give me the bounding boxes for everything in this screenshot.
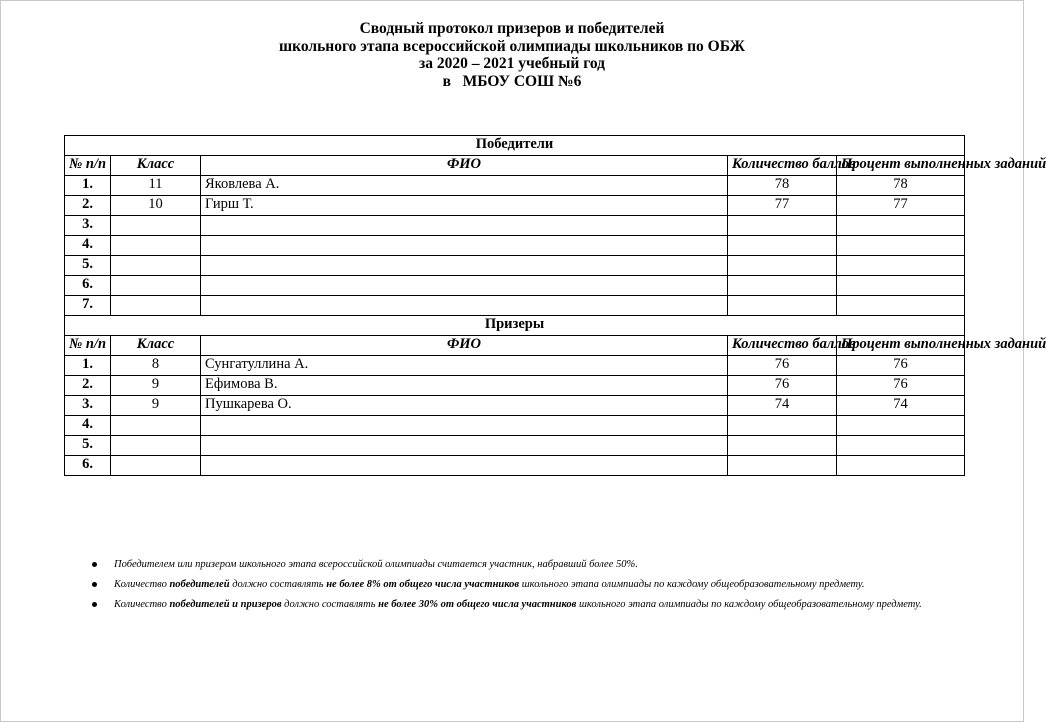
row-fio	[201, 216, 728, 236]
row-number: 6.	[65, 276, 111, 296]
prizewinner-row	[65, 436, 965, 456]
row-points	[728, 416, 837, 436]
note-3-text-d: не более 30% от общего числа участников	[378, 599, 577, 610]
bullet-icon	[92, 602, 97, 607]
note-2-text-d: не более 8% от общего числа участников	[326, 579, 520, 590]
header-class: Класс	[111, 336, 201, 356]
winner-row	[65, 256, 965, 276]
title-line-3: за 2020 – 2021 учебный год	[419, 55, 605, 72]
row-percent: 74	[837, 396, 965, 416]
header-percent: Процент выполненных заданий	[837, 156, 965, 176]
winner-row	[65, 276, 965, 296]
header-percent: Процент выполненных заданий	[837, 336, 965, 356]
prizewinners-section	[65, 316, 1046, 476]
row-points	[728, 236, 837, 256]
bullet-icon	[92, 582, 97, 587]
row-points	[728, 216, 837, 236]
header-num: № п/п	[65, 336, 111, 356]
row-class: 9	[111, 396, 201, 416]
winner-row	[65, 196, 965, 216]
row-number: 5.	[65, 256, 111, 276]
bullet-icon	[92, 562, 97, 567]
row-number: 2.	[65, 196, 111, 216]
note-3-text-e: школьного этапа олимпиады по каждому общеобразовательному предмету.	[576, 599, 922, 610]
row-number: 4.	[65, 416, 111, 436]
note-2-text-a: Количество	[114, 579, 170, 590]
header-points: Количество баллов	[728, 336, 837, 356]
title-line-4: в МБОУ СОШ №6	[442, 72, 582, 90]
row-class	[111, 276, 201, 296]
row-number: 7.	[65, 296, 111, 316]
header-class: Класс	[111, 156, 201, 176]
row-number: 1.	[65, 176, 111, 196]
header-num: № п/п	[65, 156, 111, 176]
row-percent	[837, 296, 965, 316]
note-2-text-c: должно составлять	[229, 579, 327, 590]
note-2-text-e: школьного этапа олимпиады по каждому общеобразовательному предмету.	[519, 579, 865, 590]
row-percent	[837, 416, 965, 436]
title-line-1: Сводный протокол призеров и победителей	[359, 20, 665, 37]
row-fio: Гирш Т.	[201, 196, 728, 216]
row-number: 3.	[65, 216, 111, 236]
note-3-text-b: победителей и призеров	[169, 599, 282, 610]
row-class	[111, 236, 201, 256]
row-fio	[201, 276, 728, 296]
row-number: 2.	[65, 376, 111, 396]
row-class	[111, 256, 201, 276]
row-class: 8	[111, 356, 201, 376]
row-class: 9	[111, 376, 201, 396]
note-item	[92, 596, 952, 613]
row-class	[111, 456, 201, 476]
row-class: 10	[111, 196, 201, 216]
row-fio	[201, 236, 728, 256]
winners-section	[65, 136, 1046, 316]
row-percent	[837, 236, 965, 256]
row-fio: Яковлева А.	[201, 176, 728, 196]
row-number: 4.	[65, 236, 111, 256]
title-line-2: школьного этапа всероссийской олимпиады школьников по ОБЖ	[279, 37, 745, 55]
row-percent	[837, 276, 965, 296]
header-fio: ФИО	[201, 336, 728, 356]
row-class	[111, 416, 201, 436]
document-title	[0, 20, 1024, 90]
row-fio	[201, 256, 728, 276]
note-2-text-b: победителей	[169, 579, 230, 590]
header-fio: ФИО	[201, 156, 728, 176]
row-fio	[201, 416, 728, 436]
note-3-text-c: должно составлять	[281, 599, 379, 610]
row-percent	[837, 456, 965, 476]
note-item	[92, 556, 952, 573]
row-points: 78	[728, 176, 837, 196]
protocol-table	[64, 135, 1046, 476]
winners-title-row	[65, 136, 965, 156]
prizewinners-title: Призеры	[65, 316, 965, 336]
winner-row	[65, 296, 965, 316]
row-fio: Пушкарева О.	[201, 396, 728, 416]
winners-header-row	[65, 156, 965, 176]
row-number: 5.	[65, 436, 111, 456]
row-percent: 76	[837, 356, 965, 376]
row-percent: 76	[837, 376, 965, 396]
prizewinner-row	[65, 416, 965, 436]
row-percent: 77	[837, 196, 965, 216]
row-percent	[837, 216, 965, 236]
row-points	[728, 296, 837, 316]
row-class	[111, 296, 201, 316]
row-class	[111, 436, 201, 456]
winner-row	[65, 236, 965, 256]
row-fio	[201, 296, 728, 316]
prizewinner-row	[65, 376, 965, 396]
header-points: Количество баллов	[728, 156, 837, 176]
notes-list	[92, 556, 952, 616]
prizewinner-row	[65, 356, 965, 376]
note-1-text: Победителем или призером школьного этапа всероссийской олимпиады считается участник, набравший более 50%.	[114, 559, 638, 570]
winner-row	[65, 176, 965, 196]
row-percent: 78	[837, 176, 965, 196]
note-3-text-a: Количество	[114, 599, 170, 610]
row-points	[728, 436, 837, 456]
row-points: 74	[728, 396, 837, 416]
row-fio	[201, 456, 728, 476]
row-percent	[837, 436, 965, 456]
row-class	[111, 216, 201, 236]
prizewinner-row	[65, 396, 965, 416]
row-number: 1.	[65, 356, 111, 376]
row-points	[728, 256, 837, 276]
note-item	[92, 576, 952, 593]
row-points: 77	[728, 196, 837, 216]
prizewinners-header-row	[65, 336, 965, 356]
row-fio: Ефимова В.	[201, 376, 728, 396]
row-percent	[837, 256, 965, 276]
winners-title: Победители	[65, 136, 965, 156]
row-points	[728, 276, 837, 296]
row-fio	[201, 436, 728, 456]
winner-row	[65, 216, 965, 236]
row-points	[728, 456, 837, 476]
row-number: 3.	[65, 396, 111, 416]
prizewinner-row	[65, 456, 965, 476]
row-number: 6.	[65, 456, 111, 476]
row-points: 76	[728, 376, 837, 396]
row-class: 11	[111, 176, 201, 196]
prizewinners-title-row	[65, 316, 965, 336]
row-points: 76	[728, 356, 837, 376]
row-fio: Сунгатуллина А.	[201, 356, 728, 376]
